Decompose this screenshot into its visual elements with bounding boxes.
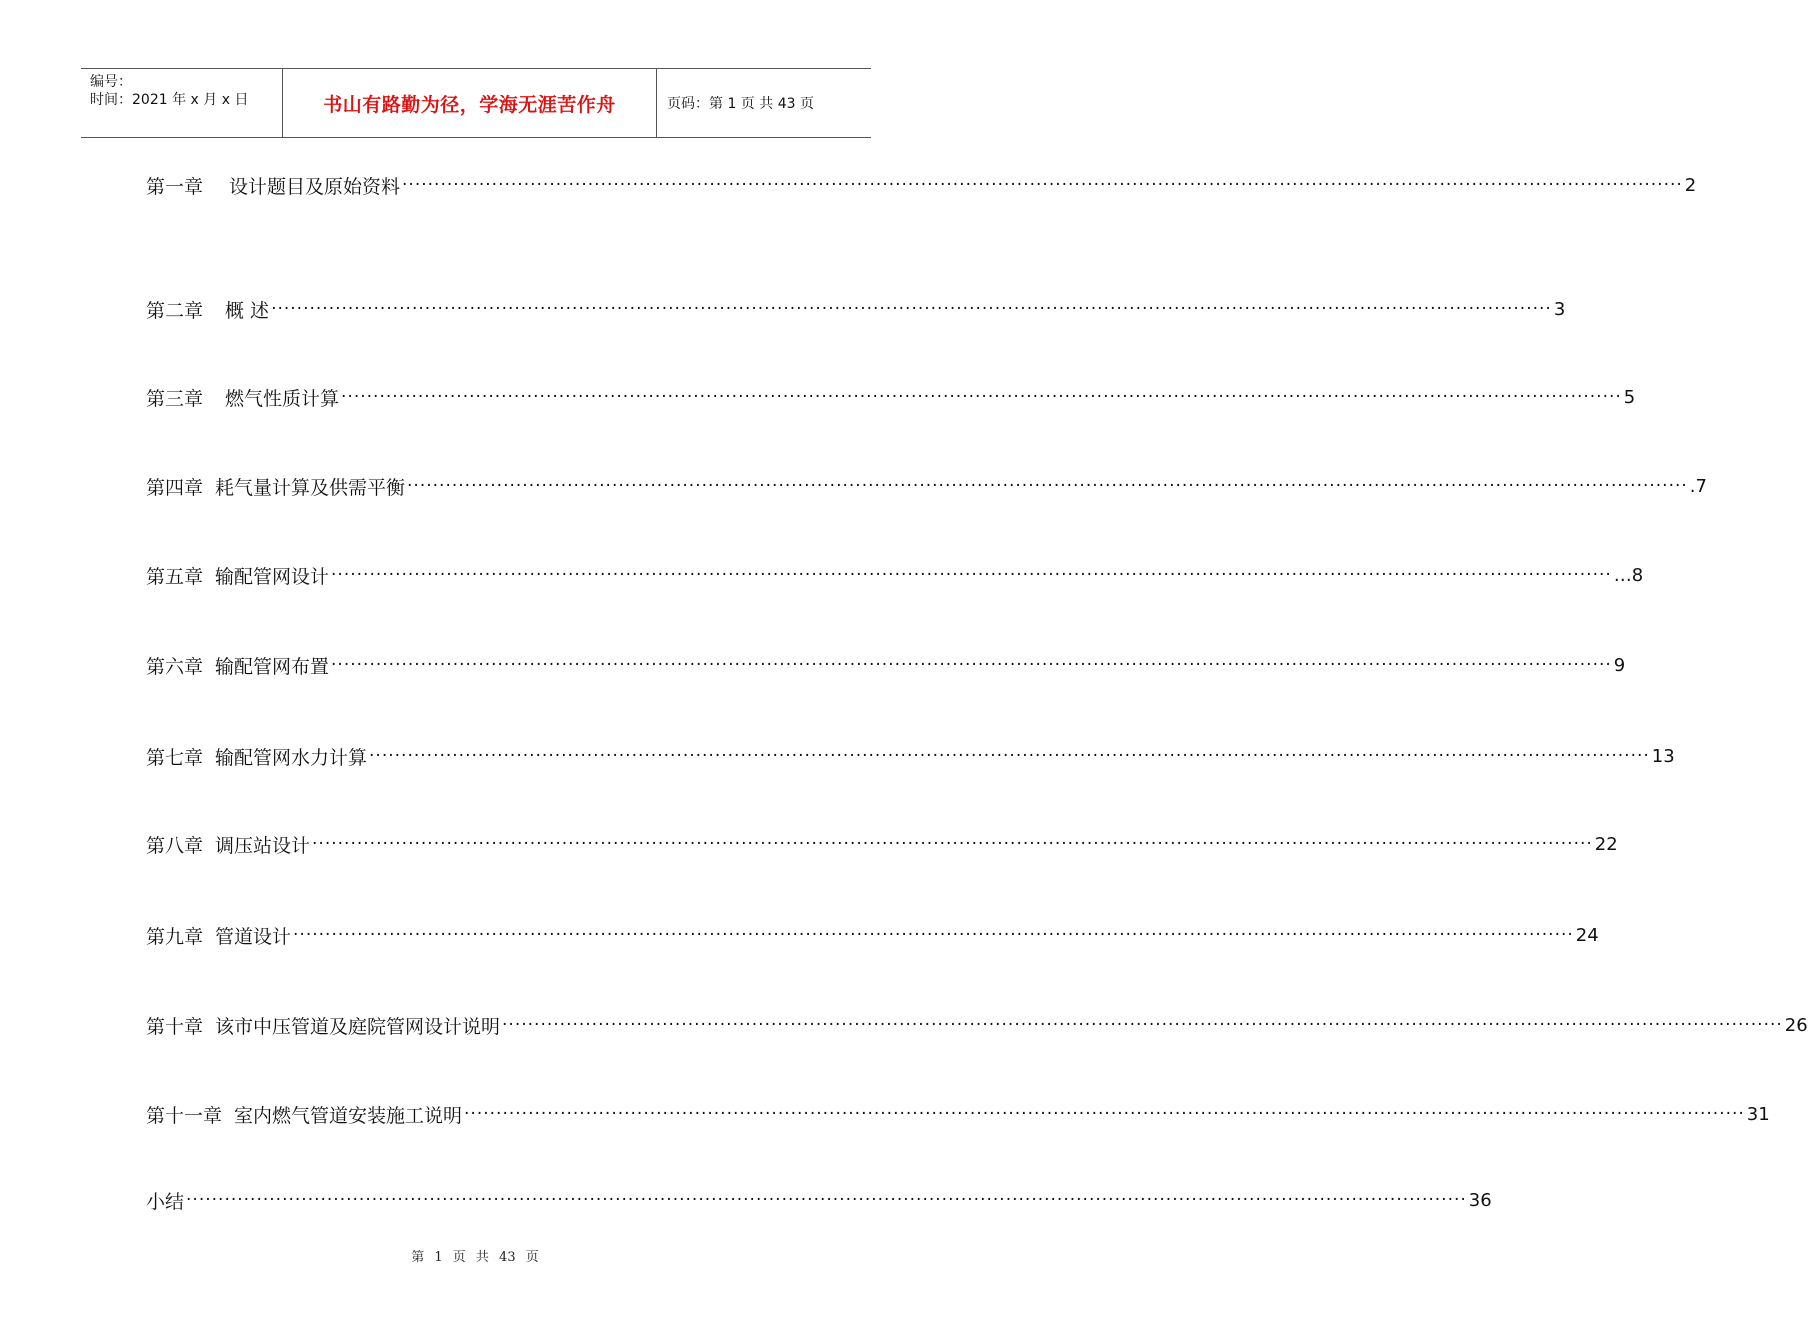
toc-chapter-label: 第三章 bbox=[146, 387, 204, 410]
toc-title: 设计题目及原始资料 bbox=[229, 175, 401, 198]
toc-leader-dots: ········································································································································································································ bbox=[271, 299, 1552, 319]
toc-page-number: 3 bbox=[1553, 298, 1566, 320]
toc-chapter-label: 第四章 bbox=[146, 476, 204, 499]
toc-entry[interactable] bbox=[146, 922, 1599, 948]
toc-chapter-label: 第一章 bbox=[146, 175, 204, 198]
toc-entry[interactable] bbox=[146, 1187, 1492, 1213]
toc-chapter-label: 第九章 bbox=[146, 925, 204, 948]
toc-leader-dots: ········································································································································································································ bbox=[341, 387, 1622, 407]
toc-page-number: 13 bbox=[1651, 745, 1675, 767]
header-motto: 书山有路勤为径，学海无涯苦作舟 bbox=[282, 69, 657, 137]
toc-chapter-label: 第七章 bbox=[146, 746, 204, 769]
toc-chapter-label: 小结 bbox=[146, 1190, 185, 1213]
toc-title: 输配管网水力计算 bbox=[215, 746, 368, 769]
document-header bbox=[81, 68, 871, 138]
toc-page-number: 2 bbox=[1684, 174, 1697, 196]
header-meta bbox=[81, 69, 282, 137]
toc-chapter-label: 第五章 bbox=[146, 565, 204, 588]
toc-entry[interactable] bbox=[146, 296, 1566, 322]
toc-title: 输配管网布置 bbox=[215, 655, 330, 678]
toc-title: 输配管网设计 bbox=[215, 565, 330, 588]
toc-title: 概 述 bbox=[225, 299, 270, 322]
toc-entry[interactable] bbox=[146, 384, 1636, 410]
toc-leader-dots: ········································································································································································································ bbox=[312, 834, 1593, 854]
toc-chapter-label: 第二章 bbox=[146, 299, 204, 322]
toc-leader-dots: ········································································································································································································ bbox=[402, 175, 1683, 195]
page-footer: 第 1 页 共 43 页 bbox=[411, 1250, 539, 1265]
toc-leader-dots: ········································································································································································································ bbox=[369, 746, 1650, 766]
code-label: 编号： bbox=[90, 74, 132, 90]
toc-entry[interactable] bbox=[146, 831, 1618, 857]
toc-title: 管道设计 bbox=[215, 925, 292, 948]
toc-page-number: 22 bbox=[1594, 833, 1618, 855]
date-label: 时间：2021 年 x 月 x 日 bbox=[90, 92, 249, 108]
toc-leader-dots: ········································································································································································································ bbox=[186, 1190, 1467, 1210]
toc-entry[interactable] bbox=[146, 652, 1626, 678]
toc-chapter-label: 第十一章 bbox=[146, 1104, 223, 1127]
toc-entry[interactable] bbox=[146, 1012, 1808, 1038]
toc-chapter-label: 第八章 bbox=[146, 834, 204, 857]
toc-page-number: …8 bbox=[1613, 564, 1644, 586]
toc-entry[interactable] bbox=[146, 562, 1644, 588]
toc-title: 燃气性质计算 bbox=[225, 387, 340, 410]
toc-chapter-label: 第十章 bbox=[146, 1015, 204, 1038]
toc-page-number: 36 bbox=[1468, 1189, 1492, 1211]
toc-page-number: .7 bbox=[1689, 475, 1707, 497]
toc-page-number: 5 bbox=[1623, 386, 1636, 408]
toc-title: 室内燃气管道安装施工说明 bbox=[234, 1104, 463, 1127]
toc-leader-dots: ········································································································································································································ bbox=[293, 925, 1574, 945]
toc-entry[interactable] bbox=[146, 473, 1707, 499]
toc-leader-dots: ········································································································································································································ bbox=[407, 476, 1688, 496]
toc-entry[interactable] bbox=[146, 172, 1697, 198]
toc-leader-dots: ········································································································································································································ bbox=[464, 1104, 1745, 1124]
toc-chapter-label: 第六章 bbox=[146, 655, 204, 678]
toc-leader-dots: ········································································································································································································ bbox=[502, 1015, 1783, 1035]
header-page-info: 页码：第 1 页 共 43 页 bbox=[667, 96, 814, 112]
toc-title: 调压站设计 bbox=[215, 834, 311, 857]
toc-entry[interactable] bbox=[146, 1101, 1770, 1127]
toc-title: 该市中压管道及庭院管网设计说明 bbox=[215, 1015, 501, 1038]
toc-title: 耗气量计算及供需平衡 bbox=[215, 476, 406, 499]
toc-entry[interactable] bbox=[146, 743, 1675, 769]
toc-leader-dots: ········································································································································································································ bbox=[331, 655, 1612, 675]
toc-page-number: 26 bbox=[1784, 1014, 1808, 1036]
toc-page-number: 31 bbox=[1746, 1103, 1770, 1125]
toc-page-number: 9 bbox=[1613, 654, 1626, 676]
toc-leader-dots: ········································································································································································································ bbox=[331, 565, 1612, 585]
toc-page-number: 24 bbox=[1575, 924, 1599, 946]
